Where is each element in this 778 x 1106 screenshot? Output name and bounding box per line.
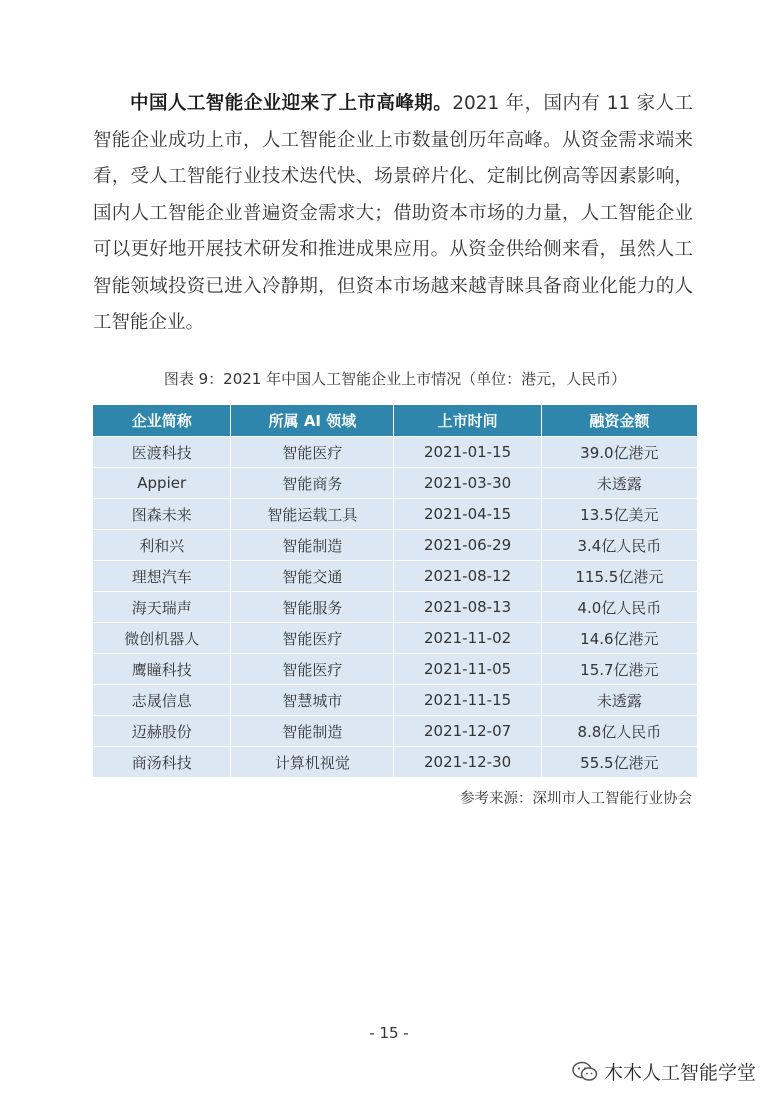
listing-table (93, 405, 697, 777)
header-ai-field: 所属 AI 领域 (231, 405, 394, 437)
paragraph-text: 2021 年，国内有 11 家人工智能企业成功上市，人工智能企业上市数量创历年高峰。从资金需求端来看，受人工智能行业技术迭代快、场景碎片化、定制比例高等因素影响，国内人工智能企业普遍资金需求大；借助资本市场的力量，人工智能企业可以更好地开展技术研发和推进成果应用。从资金供给侧来看，虽然人工智能领域投资已进入冷静期，但资本市场越来越青睐具备商业化能力的人工智能企业。 (93, 93, 693, 333)
cell-amount: 14.6亿港元 (541, 623, 697, 654)
paragraph-lead: 中国人工智能企业迎来了上市高峰期。 (130, 93, 453, 114)
cell-company: 海天瑞声 (93, 592, 231, 623)
cell-date: 2021-08-13 (394, 592, 541, 623)
cell-amount: 55.5亿港元 (541, 747, 697, 778)
cell-company: 商汤科技 (93, 747, 231, 778)
table-header-row (93, 405, 697, 437)
cell-amount: 39.0亿港元 (541, 437, 697, 468)
cell-company: 医渡科技 (93, 437, 231, 468)
cell-field: 智能服务 (231, 592, 394, 623)
cell-field: 智能交通 (231, 561, 394, 592)
cell-amount: 未透露 (541, 685, 697, 716)
cell-amount: 未透露 (541, 468, 697, 499)
wechat-icon (572, 1061, 598, 1083)
table-row (93, 623, 697, 654)
watermark (572, 1058, 756, 1085)
cell-date: 2021-11-05 (394, 654, 541, 685)
cell-date: 2021-08-12 (394, 561, 541, 592)
cell-amount: 13.5亿美元 (541, 499, 697, 530)
cell-date: 2021-11-02 (394, 623, 541, 654)
table-row (93, 437, 697, 468)
cell-date: 2021-11-15 (394, 685, 541, 716)
cell-company: 利和兴 (93, 530, 231, 561)
cell-amount: 115.5亿港元 (541, 561, 697, 592)
body-paragraph (93, 86, 693, 342)
cell-amount: 3.4亿人民币 (541, 530, 697, 561)
source-note: 参考来源：深圳市人工智能行业协会 (460, 791, 692, 807)
cell-amount: 8.8亿人民币 (541, 716, 697, 747)
page-number: - 15 - (369, 1024, 409, 1042)
cell-amount: 15.7亿港元 (541, 654, 697, 685)
table-row (93, 468, 697, 499)
cell-amount: 4.0亿人民币 (541, 592, 697, 623)
cell-date: 2021-03-30 (394, 468, 541, 499)
header-listing-date: 上市时间 (394, 405, 541, 437)
cell-field: 智慧城市 (231, 685, 394, 716)
cell-company: 理想汽车 (93, 561, 231, 592)
table-row (93, 530, 697, 561)
cell-date: 2021-12-30 (394, 747, 541, 778)
cell-company: Appier (93, 468, 231, 499)
header-financing: 融资金额 (541, 405, 697, 437)
cell-field: 智能商务 (231, 468, 394, 499)
header-company: 企业简称 (93, 405, 231, 437)
cell-date: 2021-01-15 (394, 437, 541, 468)
cell-company: 迈赫股份 (93, 716, 231, 747)
table-row (93, 654, 697, 685)
watermark-text: 木木人工智能学堂 (603, 1062, 756, 1084)
cell-field: 智能运载工具 (231, 499, 394, 530)
cell-field: 智能医疗 (231, 437, 394, 468)
cell-company: 鹰瞳科技 (93, 654, 231, 685)
table-row (93, 592, 697, 623)
cell-company: 图森未来 (93, 499, 231, 530)
table-row (93, 561, 697, 592)
cell-date: 2021-12-07 (394, 716, 541, 747)
table-row (93, 499, 697, 530)
cell-company: 微创机器人 (93, 623, 231, 654)
cell-field: 智能制造 (231, 716, 394, 747)
table-row (93, 716, 697, 747)
cell-field: 智能医疗 (231, 623, 394, 654)
cell-field: 智能医疗 (231, 654, 394, 685)
cell-company: 志晟信息 (93, 685, 231, 716)
cell-date: 2021-04-15 (394, 499, 541, 530)
table-row (93, 747, 697, 778)
cell-date: 2021-06-29 (394, 530, 541, 561)
cell-field: 计算机视觉 (231, 747, 394, 778)
cell-field: 智能制造 (231, 530, 394, 561)
table-row (93, 685, 697, 716)
table-caption: 图表 9：2021 年中国人工智能企业上市情况（单位：港元，人民币） (163, 370, 627, 388)
